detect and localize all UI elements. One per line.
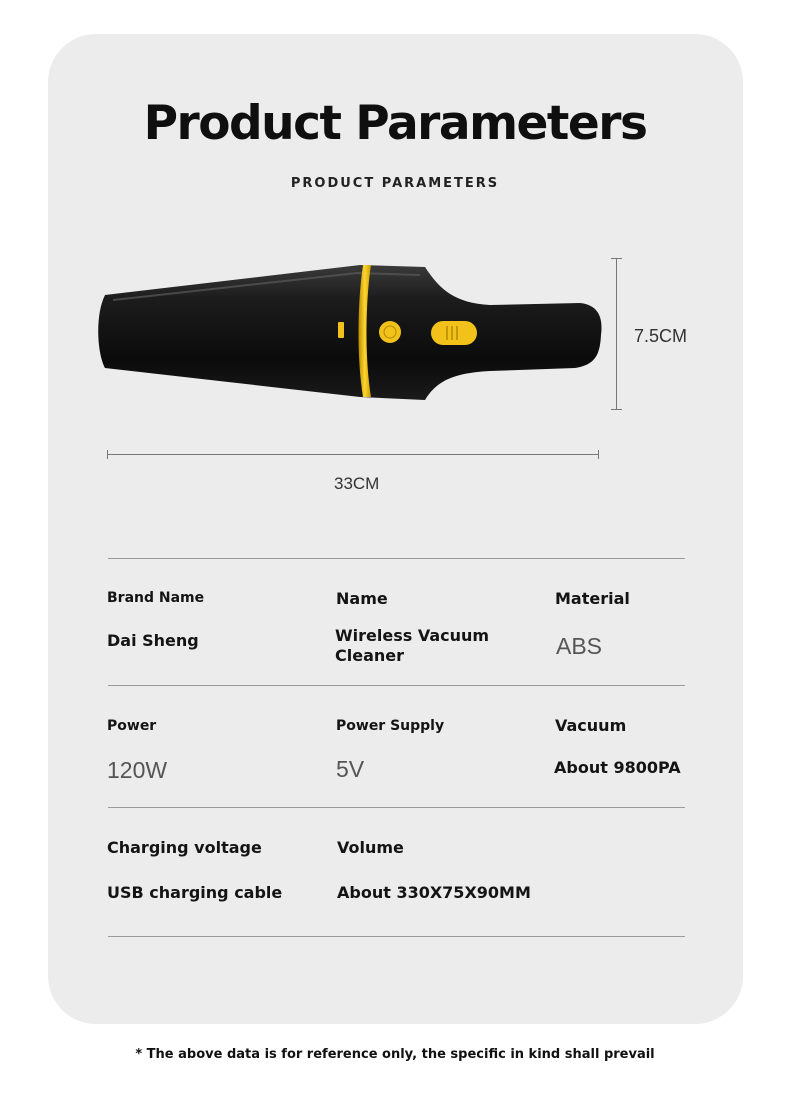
material-label: Material — [555, 589, 630, 608]
length-dimension-label: 33CM — [334, 474, 380, 493]
power-value: 120W — [107, 757, 168, 783]
height-dimension-line — [608, 258, 626, 410]
volume-value: About 330X75X90MM — [337, 883, 531, 902]
table-divider — [108, 685, 685, 686]
charging-voltage-value: USB charging cable — [107, 883, 283, 902]
slider-switch-icon — [431, 321, 477, 345]
vacuum-cleaner-image — [95, 255, 607, 405]
charging-voltage-label: Charging voltage — [107, 838, 262, 857]
material-value: ABS — [556, 633, 603, 659]
table-divider — [108, 807, 685, 808]
page-title: Product Parameters — [143, 96, 647, 151]
power-label: Power — [107, 718, 157, 734]
brand-name-value: Dai Sheng — [107, 631, 199, 650]
vacuum-label: Vacuum — [555, 716, 627, 735]
power-button-icon — [379, 321, 401, 343]
length-dimension-line — [107, 448, 599, 460]
table-divider — [108, 936, 685, 937]
name-label: Name — [336, 589, 388, 608]
height-dimension-label: 7.5CM — [634, 326, 688, 346]
indicator-light-icon — [338, 322, 344, 338]
name-value: Wireless Vacuum Cleaner — [335, 626, 490, 665]
volume-label: Volume — [337, 838, 404, 857]
page-subtitle: PRODUCT PARAMETERS — [290, 176, 500, 191]
power-supply-value: 5V — [336, 756, 365, 782]
brand-name-label: Brand Name — [107, 590, 205, 606]
power-supply-label: Power Supply — [336, 718, 445, 734]
disclaimer-note: * The above data is for reference only, the specific in kind shall prevail — [135, 1047, 655, 1062]
vacuum-value: About 9800PA — [554, 758, 681, 777]
table-divider — [108, 558, 685, 559]
